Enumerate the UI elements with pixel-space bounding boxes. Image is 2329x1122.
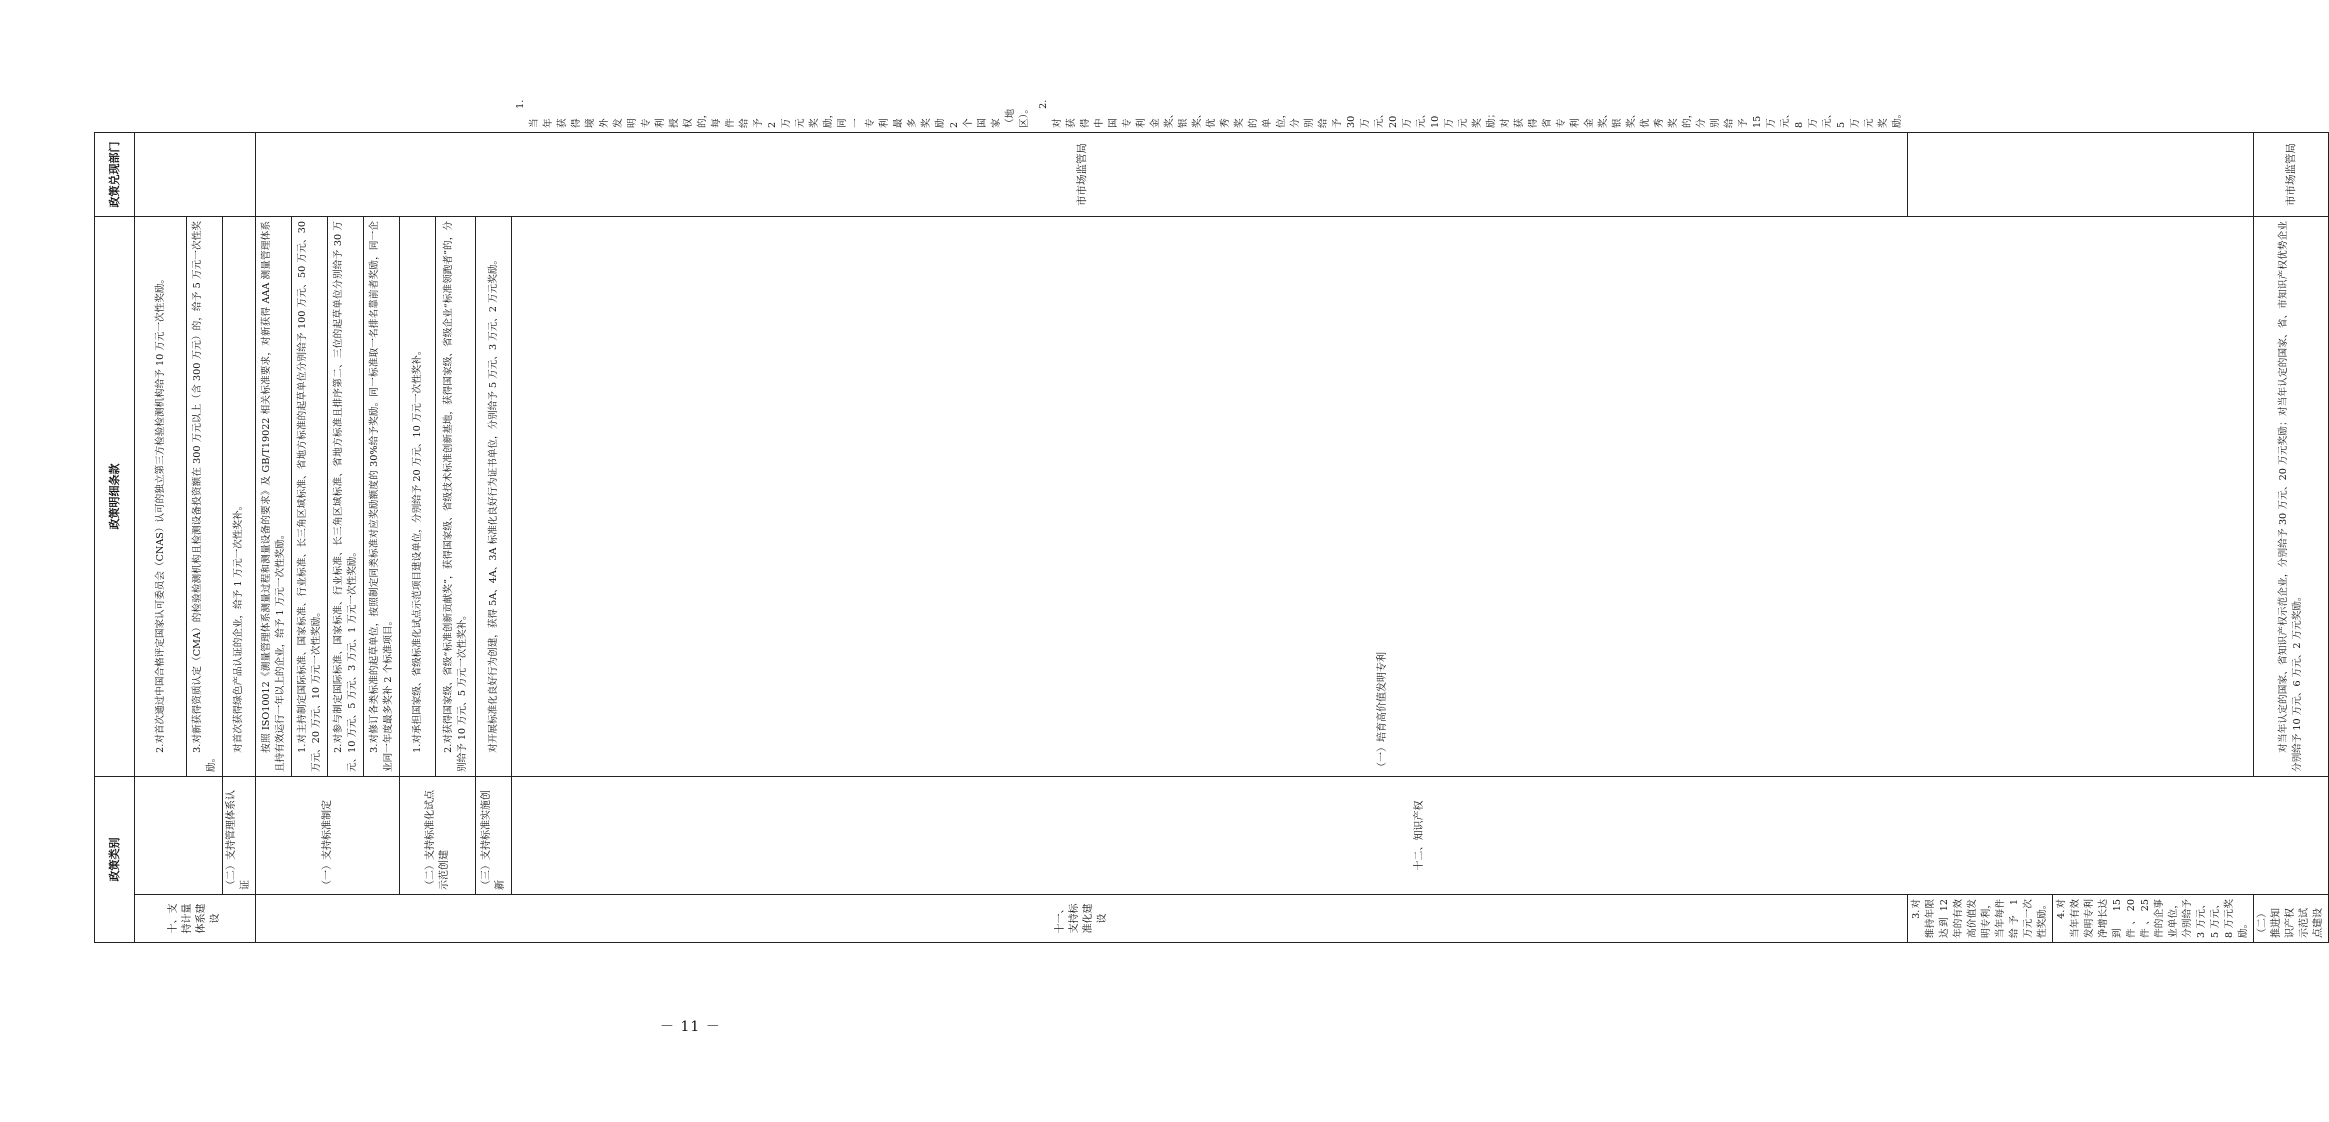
- table-row: [400, 133, 436, 943]
- department-cell: 市市场监管局: [2254, 133, 2329, 217]
- detail-cell: [187, 217, 223, 777]
- policy-table-rotated: [94, 99, 2324, 943]
- header-category: 政策类别: [95, 777, 135, 943]
- subcategory-cell: （一）培育高价值发明专利: [512, 217, 2254, 777]
- detail-cell: [2254, 217, 2329, 777]
- detail-cell: [1908, 895, 2053, 943]
- detail-cell: [328, 217, 364, 777]
- detail-cell: [2053, 895, 2254, 943]
- detail-item: 2.对参与制定国际标准、国家标准、行业标准、长三角区域标准、省地方标准且排序第二、三位的起草单位分别给予 30 万元、10 万元、5 万元、3 万元、1 万元一次性奖励。: [332, 221, 358, 772]
- subcategory-cell: （一）支持标准制定: [256, 777, 400, 895]
- table-row: 2.对获得中国专利金奖、银奖、优秀奖的单位，分别给予 30 万元、20 万元、10 万元奖励；对获得省专利金奖、银奖、优秀奖的，分别给予 15 万元、8 万元、5 万元奖励。: [1038, 99, 1903, 128]
- table-row: [223, 133, 256, 943]
- header-department: 政策兑现部门: [95, 133, 135, 217]
- page-number: － 11 －: [660, 1019, 721, 1035]
- detail-item: 对当年认定的国家、省知识产权示范企业，分别给予 30 万元、20 万元奖励；对当年认定的国家、省、市知识产权优势企业分别给予 10 万元、6 万元、2 万元奖励。: [2278, 221, 2303, 772]
- detail-item: 对开展标准化良好行为创建，获得 5A、4A、3A 标准化良好行为证书单位，分别给予 5 万元、3 万元、2 万元奖励。: [487, 254, 499, 753]
- detail-item: 按照 ISO10012《测量管理体系测量过程和测量设备的要求》及 GB/T19022 相关标准要求，对新获得 AAA 测量管理体系且持有效运行一年以上的企业，给予 1 万元一次性奖励。: [260, 221, 286, 772]
- table-row: [476, 133, 512, 943]
- detail-item: 4.对当年有效发明专利净增长达到 15 件、20 件、25 件的企事业单位，分别给予 3 万元、5 万元、8 万元奖励。: [2056, 899, 2249, 938]
- table-row: [256, 133, 292, 943]
- table-row: 十二、知识产权 （一）培育高价值发明专利 1.当年获得境外发明专利授权的，每件给予 2 万元奖励，同一专利最多奖励 2 个国家（地区）。: [512, 133, 1035, 943]
- detail-cell: [476, 217, 512, 777]
- detail-item: 3.对新获得资质认定（CMA）的检验检测机构且检测设备投资额在 300 万元以上（含 300 万元）的，给予 5 万元一次性奖励。: [191, 221, 217, 772]
- department-cell: [135, 133, 256, 217]
- detail-item: 1.对主持制定国际标准、国家标准、行业标准、长三角区域标准、省地方标准的起草单位分别给予 100 万元、50 万元、30 万元、20 万元、10 万元一次性奖励。: [296, 221, 322, 772]
- detail-item: 3.对修订各类标准的起草单位，按照制定同类标准对应奖励额度的 30%给予奖励。同一标准取一名排名靠前者奖励，同一企业同一年度最多奖补 2 个标准项目。: [368, 221, 394, 772]
- detail-item: 对首次获得绿色产品认证的企业，给予 1 万元一次性奖补。: [233, 500, 244, 753]
- subcategory-cell: （三）支持标准实施创新: [476, 777, 512, 895]
- detail-cell: [436, 217, 476, 777]
- detail-item: 1.对承担国家级、省级标准化试点示范项目建设单位，分别给予 20 万元、10 万元一次性奖补。: [411, 345, 423, 753]
- subcategory-cell: （二）支持管理体系认证: [223, 777, 256, 895]
- subcategory-cell: （二）支持标准化试点示范创建: [400, 777, 476, 895]
- header-detail: 政策明细条款: [95, 217, 135, 777]
- department-cell: 市市场监管局: [256, 133, 1908, 217]
- detail-cell: [135, 217, 187, 777]
- detail-cell: [364, 217, 400, 777]
- subcategory-cell: [135, 777, 223, 895]
- detail-cell: [292, 217, 328, 777]
- category-cell: 十、支持计量体系建设: [135, 895, 256, 943]
- subcategory-cell: （二）推进知识产权示范试点建设: [2254, 895, 2329, 943]
- detail-item: 3.对维持年限达到 12 年的有效高价值发明专利，当年每件给予 1 万元一次性奖励。: [1911, 899, 2048, 938]
- category-cell: 十一、支持标准化建设: [256, 895, 1908, 943]
- category-cell: 十二、知识产权: [512, 777, 2329, 895]
- policy-table: [94, 99, 2329, 943]
- table-header-row: [95, 133, 135, 943]
- table-row: [135, 133, 187, 943]
- detail-item: 2.对获得国家级、省级“标准创新贡献奖”，获得国家级、省级技术标准创新基地，获得国家级、省级企业“标准领跑者”的，分别给予 10 万元、5 万元一次性奖补。: [442, 221, 468, 772]
- detail-cell: [223, 217, 256, 777]
- detail-cell: [256, 217, 292, 777]
- detail-item: 2.对首次通过中国合格评定国家认可委员会（CNAS）认可的独立第三方检验检测机构给予 10 万元一次性奖励。: [154, 273, 166, 753]
- detail-cell: [400, 217, 436, 777]
